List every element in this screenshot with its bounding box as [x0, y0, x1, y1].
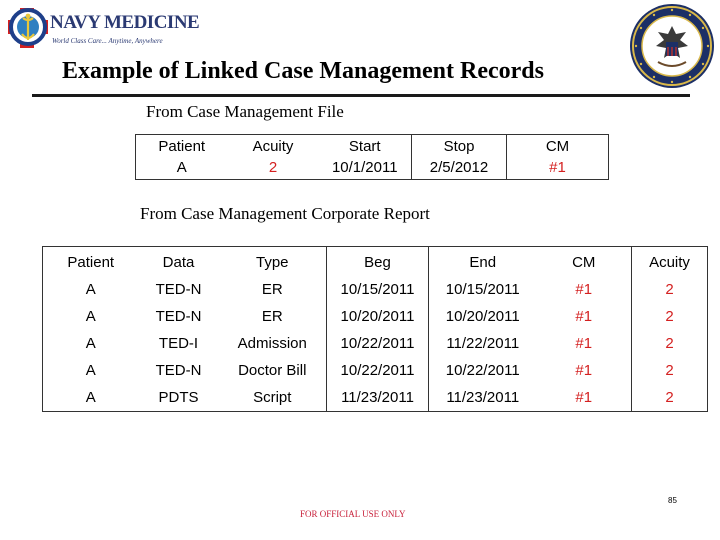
table-cell: #1 [575, 335, 593, 352]
column-header: Data [162, 254, 195, 271]
column-header: Patient [158, 138, 206, 155]
table-header-row [43, 247, 708, 277]
navy-medicine-emblem-icon [4, 4, 52, 52]
logo-tagline: World Class Care... Anytime, Anywhere [52, 37, 163, 45]
table-cell: 11/23/2011 [429, 384, 537, 412]
table-cell [319, 135, 412, 180]
table-cell: Doctor Bill [238, 362, 307, 379]
table-row [43, 384, 708, 412]
table-cell: #1 [575, 362, 593, 379]
table-cell: A [85, 308, 96, 325]
cell-value: #1 [549, 159, 566, 176]
navy-seal-icon [628, 2, 716, 90]
table-cell [228, 135, 319, 180]
table-cell [507, 135, 609, 180]
corporate-report-heading: From Case Management Corporate Report [140, 204, 430, 223]
table-cell: ER [261, 308, 283, 325]
table-cell: 2 [632, 357, 708, 384]
column-header: Type [255, 254, 289, 271]
table-cell [136, 135, 228, 180]
table-cell: 2 [632, 276, 708, 303]
column-header: Beg [327, 247, 429, 277]
table-cell: ER [261, 281, 283, 298]
case-management-file-heading: From Case Management File [146, 102, 344, 121]
cell-value: 2/5/2012 [429, 159, 489, 176]
column-header: Acuity [632, 247, 708, 277]
table-cell: 2 [632, 384, 708, 412]
column-header: Acuity [252, 138, 294, 155]
table-row [43, 357, 708, 384]
table-cell: #1 [575, 281, 593, 298]
table-cell: 10/20/2011 [327, 303, 429, 330]
table-cell: TED-N [155, 308, 202, 325]
navy-medicine-logo [4, 4, 200, 52]
table-cell: Admission [237, 335, 307, 352]
table-cell: TED-I [158, 335, 199, 352]
logo-title: NAVY MEDICINE [50, 12, 200, 33]
table-row [43, 330, 708, 357]
title-divider [32, 94, 690, 97]
table-cell: #1 [575, 389, 593, 406]
footer-classification: FOR OFFICIAL USE ONLY [300, 509, 406, 519]
table-row [43, 276, 708, 303]
cell-value: A [176, 159, 187, 176]
table-cell: 10/22/2011 [429, 357, 537, 384]
table-row [43, 303, 708, 330]
column-header: End [429, 247, 537, 277]
table-cell: A [85, 389, 96, 406]
table-cell: 2 [632, 330, 708, 357]
table-cell: TED-N [155, 362, 202, 379]
table-cell: 11/22/2011 [429, 330, 537, 357]
column-header: Patient [67, 254, 115, 271]
slide-title: Example of Linked Case Management Records [62, 58, 544, 84]
column-header: Stop [443, 138, 475, 155]
table-cell: #1 [575, 308, 593, 325]
corporate-report-table [42, 246, 708, 412]
cell-value: 2 [268, 159, 278, 176]
table-cell: 2 [632, 303, 708, 330]
table-cell: 10/15/2011 [327, 276, 429, 303]
table-cell: 10/22/2011 [327, 357, 429, 384]
table-cell: Script [253, 389, 292, 406]
column-header: Start [348, 138, 381, 155]
column-header: CM [545, 138, 570, 155]
table-cell [412, 135, 507, 180]
table-row [136, 135, 609, 180]
table-cell: A [85, 335, 96, 352]
page-number: 85 [668, 496, 677, 505]
table-cell: 11/23/2011 [327, 384, 429, 412]
column-header: CM [572, 254, 596, 271]
case-management-file-table [135, 134, 609, 180]
table-cell: 10/15/2011 [429, 276, 537, 303]
table-cell: TED-N [155, 281, 202, 298]
table-cell: A [85, 362, 96, 379]
cell-value: 10/1/2011 [331, 159, 398, 176]
table-cell: PDTS [158, 389, 199, 406]
table-cell: A [85, 281, 96, 298]
table-cell: 10/20/2011 [429, 303, 537, 330]
table-cell: 10/22/2011 [327, 330, 429, 357]
